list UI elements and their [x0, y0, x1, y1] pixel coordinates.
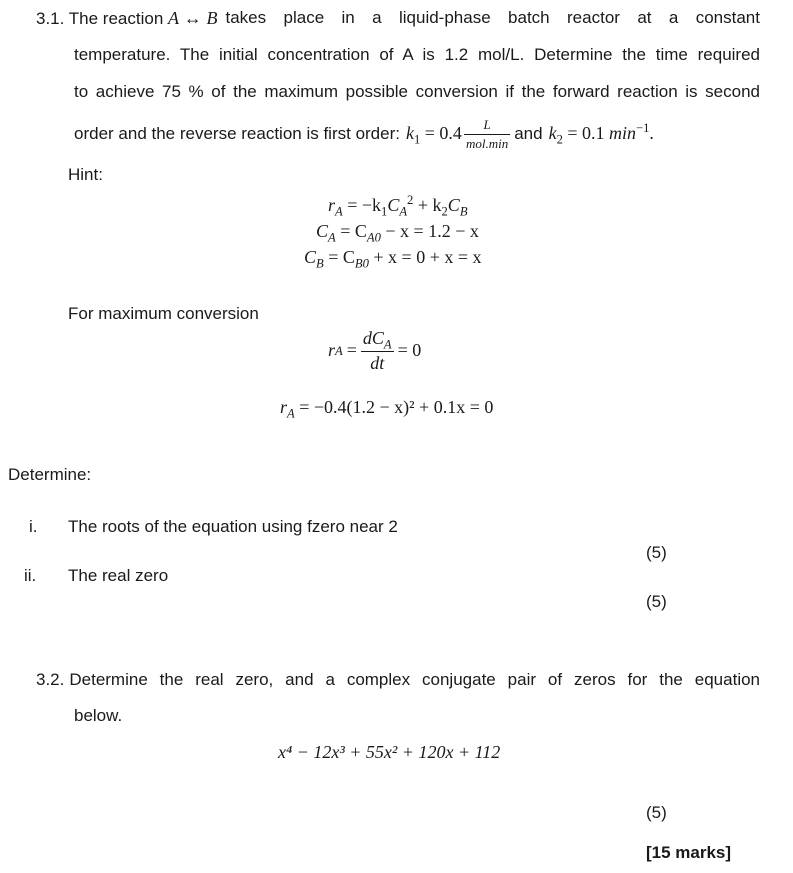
- q32-marks: (5): [646, 803, 667, 822]
- k2-expression: $k_2 = 0.1$ $\min^{-1}$.: [548, 121, 654, 147]
- q31-line1-rest: takes place in a liquid-phase batch reactor at a constant: [225, 8, 760, 27]
- determine-label: Determine:: [8, 465, 92, 484]
- item-ii-marks: (5): [646, 592, 667, 611]
- max-conv-eq1: r A = $\frac{dC_A}{dt}$ = 0: [328, 328, 422, 373]
- k1-expression: $k_1 = 0.4$: [405, 123, 462, 147]
- item-i-marks: (5): [646, 543, 667, 562]
- q31-line4: order and the reverse reaction is first order: $k_1 = 0.4$ $\frac{L}{\text{mol.min}}$ and $k_2 = 0.1$ $\min^{-1}$.: [74, 116, 654, 151]
- q31-line3: to achieve 75 % of the maximum possible conversion if the forward reaction is second: [74, 82, 760, 101]
- item-i-text: The roots of the equation using fzero near 2: [68, 517, 398, 536]
- polynomial-equation: x⁴ − 12x³ + 55x² + 120x + 112: [278, 742, 501, 762]
- q31-line2: temperature. The initial concentration of A is 1.2 mol/L. Determine the time required: [74, 45, 760, 64]
- item-ii-number: ii.: [24, 566, 37, 585]
- max-conversion-label: For maximum conversion: [68, 304, 259, 323]
- hint-eq1: $r_A = -k_1C_A^2 + k_2C_B$: [328, 193, 468, 219]
- k1-unit-fraction: $\frac{L}{\text{mol.min}}$: [465, 116, 509, 151]
- hint-eq3: $C_B = C_{B0} + x = 0 + x = x$: [304, 247, 482, 271]
- item-ii-text: The real zero: [68, 566, 169, 585]
- q31-line1: [36, 8, 760, 30]
- dca-dt-fraction: $\frac{dC_A}{dt}$: [362, 328, 392, 373]
- max-conv-eq2: $r_A = -0.4(1.2 - x)^2 + 0.1x = 0$: [280, 397, 494, 421]
- q32-line2: below.: [74, 706, 123, 725]
- q31-number-and-start: 3.1. The reaction A ↔ B: [36, 8, 218, 28]
- q32-line1: 3.2. Determine the real zero, and a complex conjugate pair of zeros for the equation: [36, 670, 760, 689]
- total-marks: [15 marks]: [646, 843, 732, 862]
- hint-label: Hint:: [68, 165, 103, 184]
- item-i-number: i.: [29, 517, 38, 536]
- hint-eq2: $C_A = C_{A0} - x = 1.2 - x$: [316, 221, 479, 245]
